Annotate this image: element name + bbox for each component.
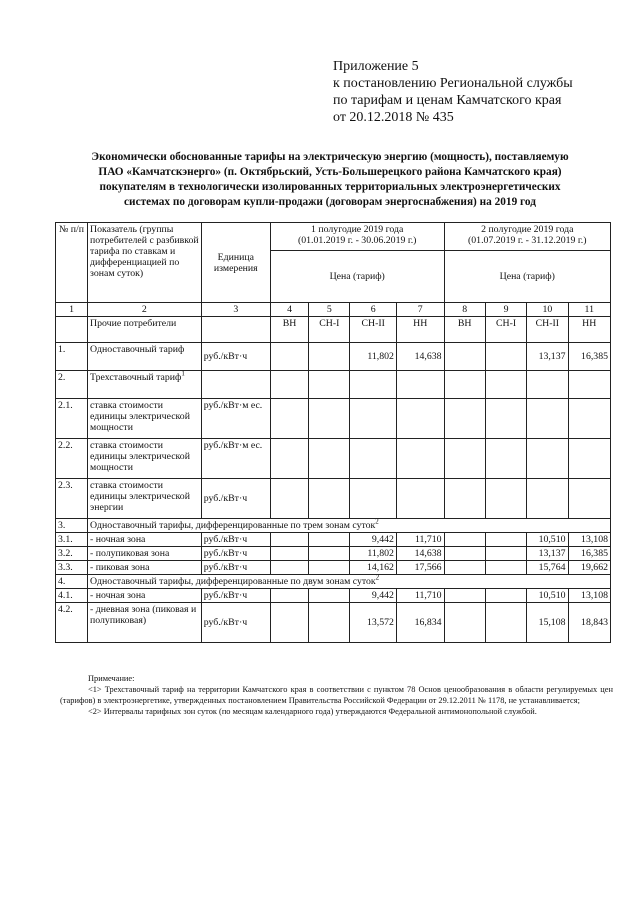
column-number: 2 [88, 303, 202, 317]
row-name: ставка стоимости единицы электрической мощности [88, 399, 202, 439]
column-number: 3 [201, 303, 270, 317]
footnote-mark: 1 [181, 370, 185, 378]
appendix-line: Приложение 5 [333, 59, 419, 74]
tariff-value: 13,137 [527, 343, 568, 371]
row-num: 2.3. [56, 479, 88, 519]
row-unit: руб./кВт·ч [201, 547, 270, 561]
footnote-2: <2> Интервалы тарифных зон суток (по месяцам календарного года) утверждаются Федеральной антимонопольной службой. [88, 707, 537, 716]
row-name: ставка стоимости единицы электрической энергии [88, 479, 202, 519]
tariff-value: 16,385 [568, 547, 610, 561]
column-number: 7 [396, 303, 444, 317]
tariff-value: 17,566 [396, 561, 444, 575]
voltage-level: НН [396, 317, 444, 343]
row-num: 3.1. [56, 533, 88, 547]
column-number: 8 [444, 303, 485, 317]
tariff-value: 13,137 [527, 547, 568, 561]
row-unit: руб./кВт·ч [201, 561, 270, 575]
table-row [56, 343, 611, 371]
column-number: 4 [270, 303, 308, 317]
tariff-value: 14,638 [396, 343, 444, 371]
tariff-value: 11,710 [396, 589, 444, 603]
document-title [40, 150, 620, 210]
tariff-value: 13,108 [568, 533, 610, 547]
row-name: - ночная зона [88, 589, 202, 603]
row-name: - ночная зона [88, 533, 202, 547]
section-title: Одноставочный тарифы, дифференцированные по трем зонам суток$^2$ [88, 519, 611, 533]
table-row [56, 519, 611, 533]
tariff-value: 11,802 [350, 343, 397, 371]
others-label: Прочие потребители [88, 317, 202, 343]
tariff-value: 10,510 [527, 589, 568, 603]
row-name: Трехставочный тариф$^1$ [88, 371, 202, 399]
table-row [56, 317, 611, 343]
row-name: ставка стоимости единицы электрической мощности [88, 439, 202, 479]
column-number: 5 [309, 303, 350, 317]
header-num: № п/п [56, 223, 88, 303]
tariff-value: 10,510 [527, 533, 568, 547]
header-price-1: Цена (тариф) [270, 251, 444, 303]
row-num: 1. [56, 343, 88, 371]
tariff-value: 16,385 [568, 343, 610, 371]
row-name: Одноставочный тариф [88, 343, 202, 371]
row-name: - дневная зона (пиковая и полупиковая) [88, 603, 202, 643]
column-number: 10 [527, 303, 568, 317]
row-num: 2. [56, 371, 88, 399]
row-num: 2.1. [56, 399, 88, 439]
voltage-level: СН-I [309, 317, 350, 343]
tariff-value: 11,802 [350, 547, 397, 561]
row-unit: руб./кВт·м ес. [201, 439, 270, 479]
row-num: 3.2. [56, 547, 88, 561]
table-row [56, 603, 611, 643]
table-row [56, 439, 611, 479]
tariff-table [55, 222, 611, 643]
table-row [56, 399, 611, 439]
tariff-value: 15,764 [527, 561, 568, 575]
voltage-level: ВН [444, 317, 485, 343]
footnote-1: <1> Трехставочный тариф на территории Камчатского края в соответствии с пунктом 78 Основ ценообразования в области регулируемых цен (тарифов) в электроэнергетике, утвержденных постановлением Правительства Российской Федерации от 29.12.2011 № 1178, не устанавливается; [60, 685, 613, 705]
row-unit: руб./кВт·ч [201, 589, 270, 603]
tariff-value: 19,662 [568, 561, 610, 575]
tariff-value: 11,710 [396, 533, 444, 547]
tariff-value: 13,108 [568, 589, 610, 603]
table-row [56, 575, 611, 589]
voltage-level: ВН [270, 317, 308, 343]
table-row [56, 547, 611, 561]
row-num: 4.1. [56, 589, 88, 603]
section-title: Одноставочный тарифы, дифференцированные по двум зонам суток$^2$ [88, 575, 611, 589]
notes-heading: Примечание: [88, 674, 135, 683]
row-unit: руб./кВт·ч [201, 343, 270, 371]
appendix-line: к постановлению Региональной службы [333, 76, 573, 91]
title-line: покупателям в технологически изолированных территориальных электроэнергетических [99, 181, 561, 193]
header-price-2: Цена (тариф) [444, 251, 610, 303]
appendix-header [333, 58, 623, 126]
column-number-row [56, 303, 611, 317]
tariff-value: 14,162 [350, 561, 397, 575]
tariff-value: 9,442 [350, 533, 397, 547]
period-1-label: 1 полугодие 2019 года [311, 224, 404, 235]
table-row [56, 479, 611, 519]
voltage-level: СН-I [485, 317, 526, 343]
header-unit: Единица измерения [201, 223, 270, 303]
voltage-level: СН-II [350, 317, 397, 343]
column-number: 11 [568, 303, 610, 317]
column-number: 1 [56, 303, 88, 317]
footnote-mark: 2 [375, 518, 379, 526]
row-unit: руб./кВт·ч [201, 479, 270, 519]
table-header-row [56, 223, 611, 251]
footnote-mark: 2 [375, 574, 380, 582]
period-1-dates: (01.01.2019 г. - 30.06.2019 г.) [297, 235, 417, 246]
title-line: системах по договорам купли-продажи (договорам энергоснабжения) на 2019 год [124, 196, 536, 208]
notes-section [60, 673, 613, 717]
title-line: ПАО «Камчатскэнерго» (п. Октябрьский, Усть-Большерецкого района Камчатского края) [98, 166, 562, 178]
appendix-line: от 20.12.2018 № 435 [333, 110, 454, 125]
row-unit: руб./кВт·ч [201, 533, 270, 547]
tariff-value: 18,843 [568, 603, 610, 643]
row-num: 3.3. [56, 561, 88, 575]
tariff-value: 9,442 [350, 589, 397, 603]
tariff-value: 15,108 [527, 603, 568, 643]
column-number: 6 [350, 303, 397, 317]
title-line: Экономически обоснованные тарифы на электрическую энергию (мощность), поставляемую [91, 151, 569, 163]
table-row [56, 371, 611, 399]
row-num: 4.2. [56, 603, 88, 643]
voltage-level: НН [568, 317, 610, 343]
row-unit: руб./кВт·м ес. [201, 399, 270, 439]
appendix-line: по тарифам и ценам Камчатского края [333, 93, 562, 108]
table-row [56, 561, 611, 575]
header-indicator: Показатель (группы потребителей с разбивкой тарифа по ставкам и дифференциацией по зонам суток) [88, 223, 202, 303]
row-num: 4. [56, 575, 88, 589]
voltage-level: СН-II [527, 317, 568, 343]
table-row [56, 533, 611, 547]
header-period-2 [444, 223, 610, 251]
table-row [56, 589, 611, 603]
period-2-dates: (01.07.2019 г. - 31.12.2019 г.) [468, 235, 587, 246]
tariff-value: 14,638 [396, 547, 444, 561]
header-period-1 [270, 223, 444, 251]
row-name: - полупиковая зона [88, 547, 202, 561]
row-unit: руб./кВт·ч [201, 603, 270, 643]
row-name: - пиковая зона [88, 561, 202, 575]
tariff-value: 13,572 [350, 603, 397, 643]
column-number: 9 [485, 303, 526, 317]
tariff-value: 16,834 [396, 603, 444, 643]
row-num: 3. [56, 519, 88, 533]
period-2-label: 2 полугодие 2019 года [481, 224, 574, 235]
row-num: 2.2. [56, 439, 88, 479]
